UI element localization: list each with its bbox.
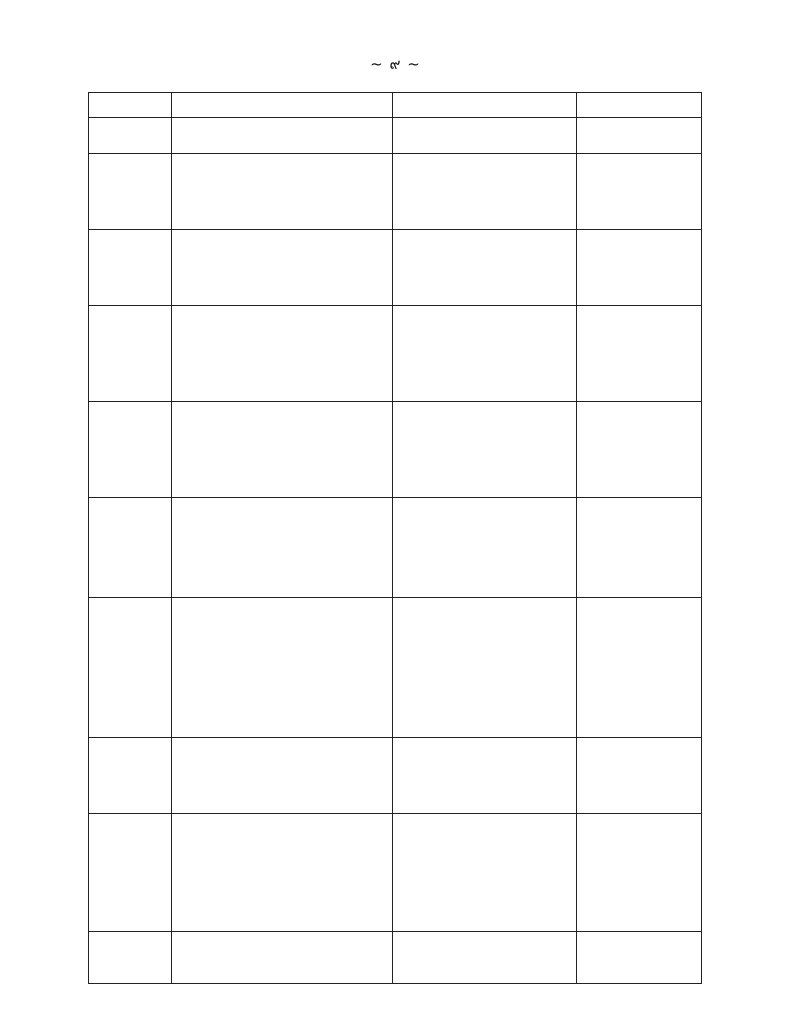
result-author: [393, 814, 577, 932]
result-dept: [577, 402, 702, 498]
result-dept: [577, 932, 702, 984]
result-author: [393, 498, 577, 598]
table-row: [89, 498, 702, 598]
table-row: [89, 118, 702, 154]
column-header-author: [393, 93, 577, 118]
result-title: [172, 932, 393, 984]
result-dept: [577, 230, 702, 306]
column-header-dept: [577, 93, 702, 118]
result-code: [89, 738, 172, 814]
page-number: ~ ๙ ~: [370, 55, 421, 73]
result-code: [89, 230, 172, 306]
result-title: [172, 118, 393, 154]
result-author: [393, 598, 577, 738]
table-row: [89, 932, 702, 984]
table-row: [89, 230, 702, 306]
result-code: [89, 306, 172, 402]
table-header-row: [89, 93, 702, 118]
result-dept: [577, 306, 702, 402]
result-code: [89, 814, 172, 932]
results-table: [88, 92, 702, 984]
result-title: [172, 154, 393, 230]
result-dept: [577, 118, 702, 154]
table-row: [89, 598, 702, 738]
result-author: [393, 306, 577, 402]
result-title: [172, 306, 393, 402]
result-title: [172, 738, 393, 814]
result-dept: [577, 598, 702, 738]
result-code: [89, 118, 172, 154]
table-row: [89, 154, 702, 230]
result-dept: [577, 814, 702, 932]
result-dept: [577, 154, 702, 230]
result-code: [89, 154, 172, 230]
result-author: [393, 738, 577, 814]
table-row: [89, 402, 702, 498]
result-title: [172, 402, 393, 498]
result-author: [393, 118, 577, 154]
table-row: [89, 306, 702, 402]
table-row: [89, 814, 702, 932]
result-author: [393, 932, 577, 984]
result-title: [172, 598, 393, 738]
result-code: [89, 598, 172, 738]
result-code: [89, 498, 172, 598]
result-author: [393, 154, 577, 230]
result-title: [172, 498, 393, 598]
result-dept: [577, 498, 702, 598]
column-header-code: [89, 93, 172, 118]
result-dept: [577, 738, 702, 814]
result-title: [172, 814, 393, 932]
column-header-title: [172, 93, 393, 118]
result-author: [393, 402, 577, 498]
result-title: [172, 230, 393, 306]
result-author: [393, 230, 577, 306]
result-code: [89, 402, 172, 498]
table-row: [89, 738, 702, 814]
result-code: [89, 932, 172, 984]
